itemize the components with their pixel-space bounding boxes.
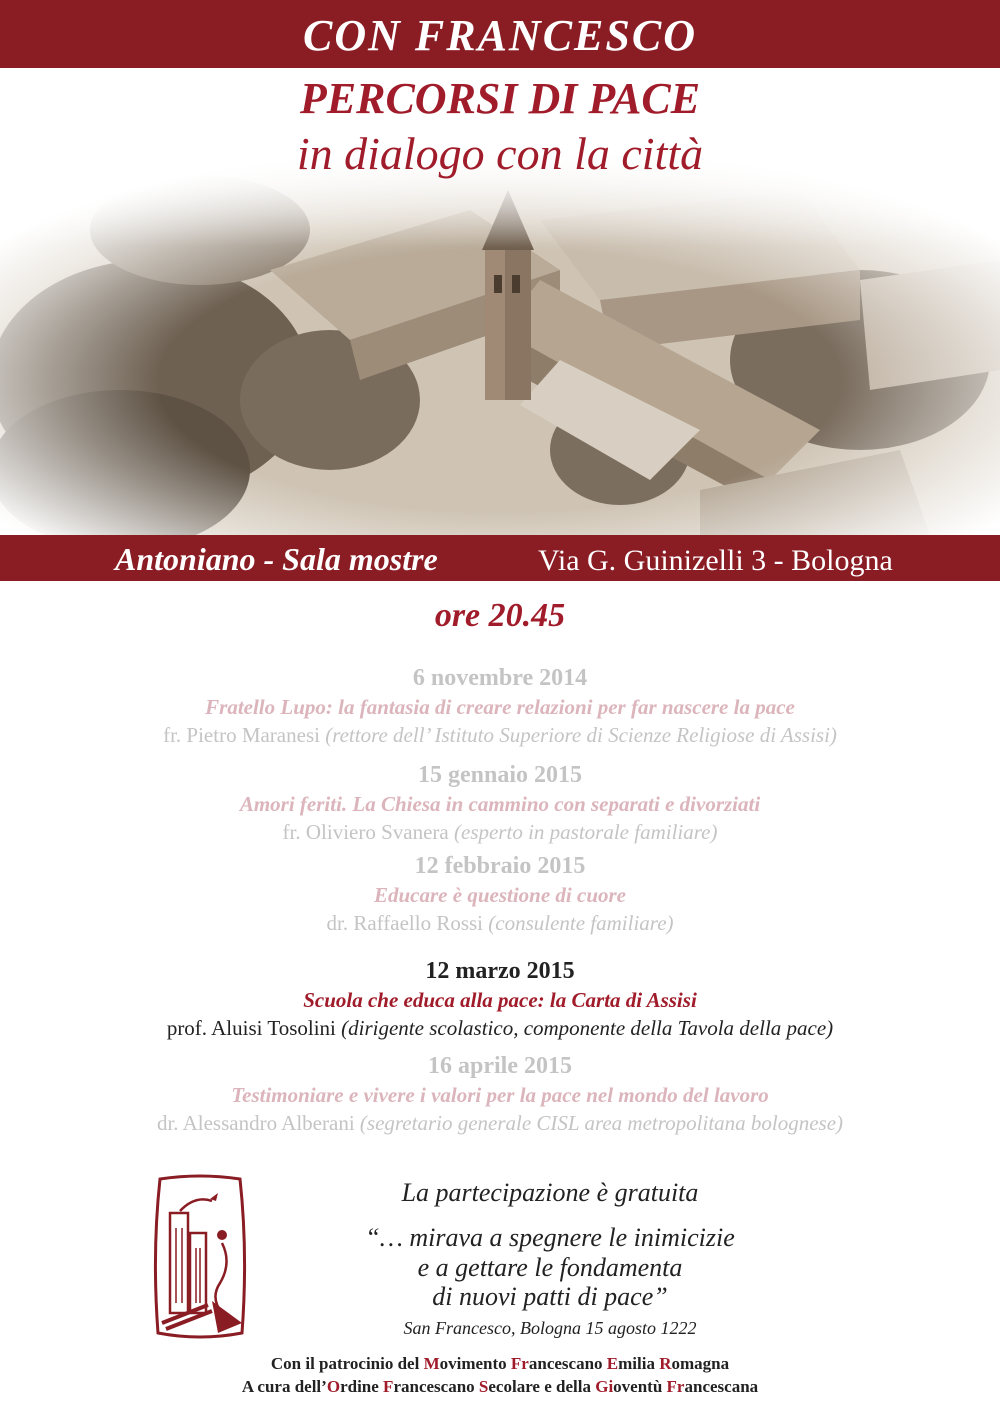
event-title: Scuola che educa alla pace: la Carta di Assisi: [303, 988, 697, 1012]
word-rest: rdine: [340, 1377, 384, 1396]
event-speaker: [0, 818, 1000, 846]
initials: R: [659, 1354, 672, 1373]
word-rest: oventù: [613, 1377, 667, 1396]
speaker-role: (rettore dell’ Istituto Superiore di Scienze Religiose di Assisi): [325, 723, 837, 747]
event-date: 15 gennaio 2015: [417, 762, 582, 788]
initials: Fr: [510, 1354, 529, 1373]
curated-by-line: [0, 1376, 1000, 1398]
word-rest: ancescana: [684, 1377, 759, 1396]
event-speaker: [0, 909, 1000, 937]
event-speaker: [0, 1109, 1000, 1137]
event-date: 16 aprile 2015: [428, 1053, 572, 1079]
speaker-role: (consulente familiare): [488, 911, 674, 935]
word-rest: rancescano: [393, 1377, 479, 1396]
speaker-name: prof. Aluisi Tosolini: [166, 1016, 336, 1040]
quote-source: San Francesco, Bologna 15 agosto 1222: [403, 1318, 697, 1338]
word-rest: omagna: [671, 1354, 730, 1373]
speaker-name: dr. Raffaello Rossi: [326, 911, 483, 935]
event-date: 12 marzo 2015: [425, 958, 575, 984]
patronage-prefix: Con il patrocinio del: [270, 1354, 424, 1373]
event-item: [0, 1051, 1000, 1137]
initials: M: [423, 1354, 440, 1373]
event-date: 12 febbraio 2015: [414, 853, 586, 879]
word-rest: ancescano: [528, 1354, 607, 1373]
speaker-name: fr. Pietro Maranesi: [163, 723, 320, 747]
event-speaker: [0, 721, 1000, 749]
curated-prefix: A cura dell’: [241, 1377, 327, 1396]
event-title: Educare è questione di cuore: [374, 883, 626, 907]
word-rest: ovimento: [439, 1354, 511, 1373]
quote-line: “… mirava a spegnere le inimicizie: [365, 1223, 735, 1252]
event-title: Amori feriti. La Chiesa in cammino con separati e divorziati: [239, 792, 761, 816]
series-title: CON FRANCESCO: [302, 11, 697, 60]
word-rest: milia: [618, 1354, 660, 1373]
event-item: [0, 851, 1000, 937]
event-speaker: [0, 1014, 1000, 1042]
initials: Gi: [595, 1377, 614, 1396]
initials: E: [606, 1354, 619, 1373]
event-time: ore 20.45: [434, 597, 566, 634]
main-title: PERCORSI DI PACE: [299, 74, 701, 123]
venue-name: Antoniano - Sala mostre: [115, 541, 438, 577]
venue-address: Via G. Guinizelli 3 - Bologna: [538, 544, 893, 577]
initials: O: [326, 1377, 341, 1396]
initials: Fr: [666, 1377, 685, 1396]
word-rest: ecolare e della: [488, 1377, 596, 1396]
quote-line: e a gettare le fondamenta: [417, 1253, 683, 1282]
aerial-church-photo: [0, 150, 1000, 535]
speaker-name: dr. Alessandro Alberani: [156, 1111, 355, 1135]
initials: S: [478, 1377, 489, 1396]
event-title: Fratello Lupo: la fantasia di creare relazioni per far nascere la pace: [205, 695, 795, 719]
event-title: Testimoniare e vivere i valori per la pace nel mondo del lavoro: [231, 1083, 769, 1107]
event-item: [0, 760, 1000, 846]
franciscan-towers-logo: [150, 1173, 250, 1341]
initials: F: [383, 1377, 394, 1396]
event-item-current: [0, 956, 1000, 1042]
quote-line: di nuovi patti di pace”: [432, 1282, 668, 1311]
speaker-role: (esperto in pastorale familiare): [454, 820, 718, 844]
speaker-role: (segretario generale CISL area metropolitana bolognese): [359, 1111, 844, 1135]
speaker-name: fr. Oliviero Svanera: [282, 820, 449, 844]
speaker-role: (dirigente scolastico, componente della Tavola della pace): [341, 1016, 834, 1040]
subtitle: in dialogo con la città: [296, 128, 704, 179]
patronage-line: [0, 1353, 1000, 1375]
event-item: [0, 663, 1000, 749]
event-date: 6 novembre 2014: [412, 665, 588, 691]
free-entry-note: La partecipazione è gratuita: [401, 1178, 699, 1207]
